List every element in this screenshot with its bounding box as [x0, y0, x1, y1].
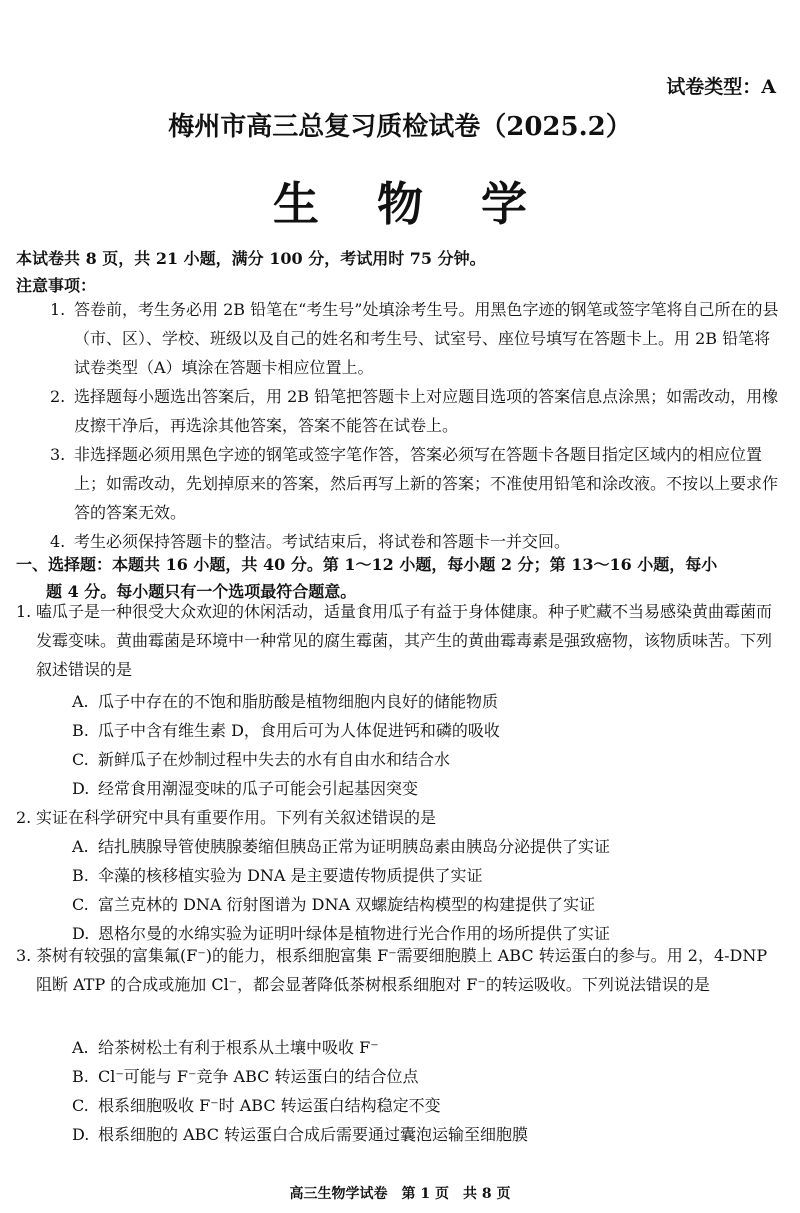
notice-item-number: 1. [50, 300, 66, 319]
option-label: A. [72, 692, 89, 711]
question-1-options [72, 687, 780, 803]
question-3-options [72, 1033, 780, 1149]
section-heading-line2: 题 4 分。每小题只有一个选项最符合题意。 [46, 582, 357, 601]
option-text: Cl⁻可能与 F⁻竞争 ABC 转运蛋白的结合位点 [98, 1067, 419, 1086]
question-number: 2. [16, 808, 32, 827]
question-2-options [72, 832, 780, 948]
paper-type-label: 试卷类型：A [666, 76, 776, 98]
option-b [72, 716, 780, 745]
notice-heading: 注意事项： [16, 276, 97, 295]
option-text: 新鲜瓜子在炒制过程中失去的水有自由水和结合水 [98, 750, 451, 769]
option-label: D. [72, 779, 90, 798]
notice-item [50, 440, 780, 527]
notice-item-number: 4. [50, 532, 66, 551]
exam-intro: 本试卷共 8 页，共 21 小题，满分 100 分，考试用时 75 分钟。 [16, 249, 486, 268]
option-a [72, 832, 780, 861]
option-label: B. [72, 1067, 89, 1086]
option-label: B. [72, 721, 89, 740]
question-number: 1. [16, 602, 32, 621]
exam-title: 梅州市高三总复习质检试卷（2025.2） [168, 112, 632, 142]
notice-list [50, 295, 780, 556]
option-label: C. [72, 750, 89, 769]
question-3 [16, 941, 780, 999]
option-b [72, 861, 780, 890]
option-b [72, 1062, 780, 1091]
option-label: D. [72, 924, 90, 943]
option-a [72, 1033, 780, 1062]
option-text: 经常食用潮湿变味的瓜子可能会引起基因突变 [98, 779, 419, 798]
option-d [72, 1120, 780, 1149]
option-label: A. [72, 837, 89, 856]
subject-title: 生物学 [273, 177, 585, 231]
option-label: A. [72, 1038, 89, 1057]
question-stem: 茶树有较强的富集氟(F⁻)的能力，根系细胞富集 F⁻需要细胞膜上 ABC 转运蛋白的参与。用 2，4-DNP 阻断 ATP 的合成或施加 Cl⁻，都会显著降低茶树根系细胞对 F⁻的转运吸收。下列说法错误的是 [36, 946, 768, 994]
notice-item-number: 3. [50, 445, 66, 464]
section-heading-line1: 一、选择题：本题共 16 小题，共 40 分。第 1～12 小题，每小题 2 分；第 13～16 小题，每小 [16, 555, 718, 574]
notice-item-text: 选择题每小题选出答案后，用 2B 铅笔把答题卡上对应题目选项的答案信息点涂黑；如需改动，用橡皮擦干净后，再选涂其他答案，答案不能答在试卷上。 [74, 387, 779, 435]
question-2 [16, 803, 780, 832]
notice-item-text: 考生必须保持答题卡的整洁。考试结束后，将试卷和答题卡一并交回。 [74, 532, 571, 551]
question-stem: 实证在科学研究中具有重要作用。下列有关叙述错误的是 [36, 808, 437, 827]
question-number: 3. [16, 946, 32, 965]
notice-item-text: 非选择题必须用黑色字迹的钢笔或签字笔作答，答案必须写在答题卡各题目指定区域内的相应位置上；如需改动，先划掉原来的答案，然后再写上新的答案；不准使用铅笔和涂改液。不按以上要求作答的答案无效。 [74, 445, 779, 522]
question-1 [16, 597, 780, 684]
option-text: 富兰克林的 DNA 衍射图谱为 DNA 双螺旋结构模型的构建提供了实证 [98, 895, 596, 914]
notice-item [50, 295, 780, 382]
option-text: 给茶树松土有利于根系从土壤中吸收 F⁻ [98, 1038, 379, 1057]
option-text: 根系细胞吸收 F⁻时 ABC 转运蛋白结构稳定不变 [98, 1096, 441, 1115]
option-c [72, 1091, 780, 1120]
option-text: 瓜子中存在的不饱和脂肪酸是植物细胞内良好的储能物质 [98, 692, 499, 711]
option-text: 恩格尔曼的水绵实验为证明叶绿体是植物进行光合作用的场所提供了实证 [98, 924, 611, 943]
option-text: 根系细胞的 ABC 转运蛋白合成后需要通过囊泡运输至细胞膜 [98, 1125, 529, 1144]
option-c [72, 890, 780, 919]
notice-item-text: 答卷前，考生务必用 2B 铅笔在“考生号”处填涂考生号。用黑色字迹的钢笔或签字笔将自己所在的县（市、区）、学校、班级以及自己的姓名和考生号、试室号、座位号填写在答题卡上。用 2B 铅笔将试卷类型（A）填涂在答题卡相应位置上。 [74, 300, 779, 377]
option-label: C. [72, 895, 89, 914]
question-stem: 嗑瓜子是一种很受大众欢迎的休闲活动，适量食用瓜子有益于身体健康。种子贮藏不当易感染黄曲霉菌而发霉变味。黄曲霉菌是环境中一种常见的腐生霉菌，其产生的黄曲霉毒素是强致癌物，该物质味苦。下列叙述错误的是 [36, 602, 773, 679]
option-text: 瓜子中含有维生素 D，食用后可为人体促进钙和磷的吸收 [98, 721, 500, 740]
page-footer: 高三生物学试卷 第 1 页 共 8 页 [289, 1186, 511, 1202]
option-text: 结扎胰腺导管使胰腺萎缩但胰岛正常为证明胰岛素由胰岛分泌提供了实证 [98, 837, 611, 856]
option-a [72, 687, 780, 716]
option-text: 伞藻的核移植实验为 DNA 是主要遗传物质提供了实证 [98, 866, 483, 885]
notice-item-number: 2. [50, 387, 66, 406]
option-d [72, 774, 780, 803]
option-label: D. [72, 1125, 90, 1144]
option-label: C. [72, 1096, 89, 1115]
option-label: B. [72, 866, 89, 885]
option-c [72, 745, 780, 774]
notice-item [50, 382, 780, 440]
